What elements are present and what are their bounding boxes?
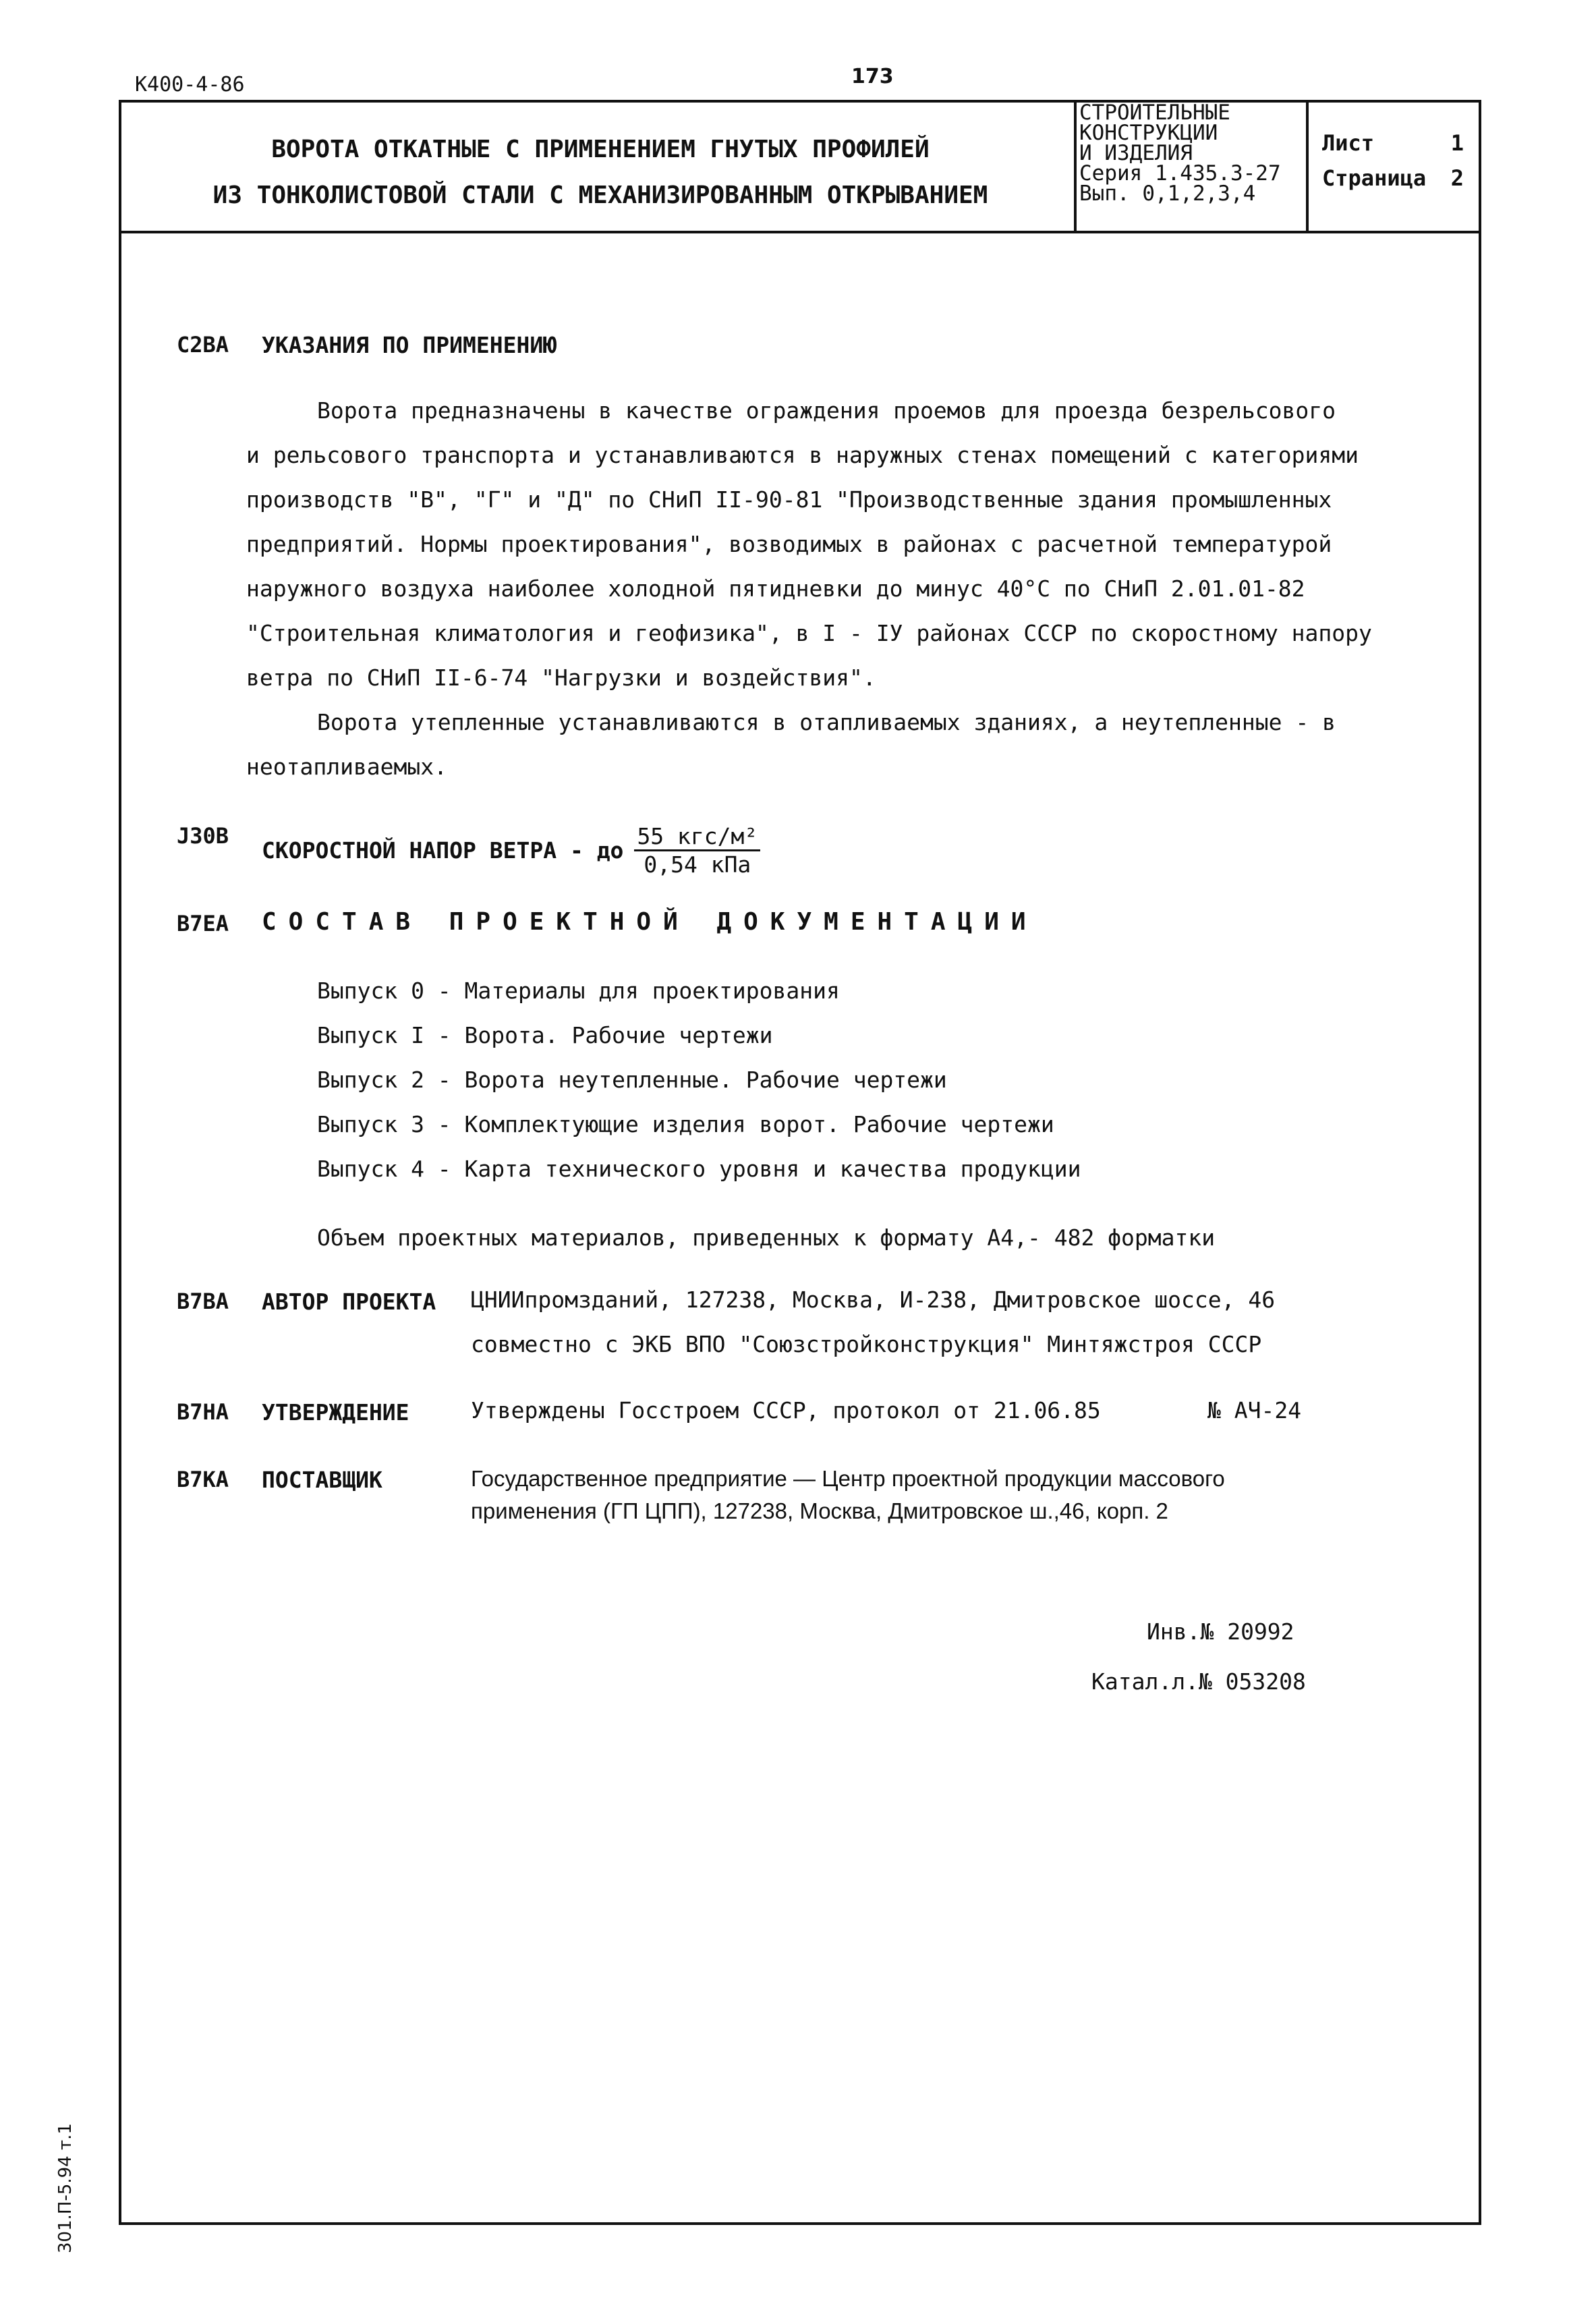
list-item: Выпуск 0 - Материалы для проектирования [317, 978, 840, 1004]
series-line: СТРОИТЕЛЬНЫЕ [1079, 101, 1230, 125]
list-item: Выпуск 4 - Карта технического уровня и качества продукции [317, 1156, 1081, 1182]
author-line: совместно с ЭКБ ВПО "Союзстройконструкция" Минтяжстроя СССР [471, 1331, 1262, 1357]
author-label: АВТОР ПРОЕКТА [262, 1289, 436, 1315]
page-number: 173 [851, 65, 894, 88]
series-line: Серия 1.435.3-27 [1079, 161, 1281, 186]
wind-value-top: 55 кгс/м² [634, 823, 760, 851]
usage-code: С2ВА [177, 332, 229, 358]
composition-code: В7ЕА [177, 911, 229, 936]
document-code: К400-4-86 [135, 73, 245, 96]
wind-label: СКОРОСТНОЙ НАПОР ВЕТРА - до [262, 837, 624, 864]
supplier-label: ПОСТАВЩИК [262, 1467, 382, 1493]
series-line: И ИЗДЕЛИЯ [1079, 141, 1193, 165]
page-value: 2 [1450, 165, 1464, 191]
wind-code: J30B [177, 823, 229, 849]
series-line: Вып. 0,1,2,3,4 [1079, 181, 1256, 206]
list-item: Выпуск 3 - Комплектующие изделия ворот. Рабочие чертежи [317, 1111, 1054, 1137]
approval-number: № АЧ-24 [1207, 1397, 1302, 1423]
usage-line: производств "В", "Г" и "Д" по СНиП II-90-81 "Производственные здания промышленных [246, 486, 1332, 513]
usage-heading: УКАЗАНИЯ ПО ПРИМЕНЕНИЮ [262, 332, 557, 358]
usage-line: неотапливаемых. [246, 754, 448, 780]
approval-label: УТВЕРЖДЕНИЕ [262, 1399, 409, 1426]
sheet-row [1322, 125, 1464, 161]
usage-line: "Строительная климатология и геофизика", в I - IУ районах СССР по скоростному напору [246, 620, 1372, 646]
title-line-1: ВОРОТА ОТКАТНЫЕ С ПРИМЕНЕНИЕМ ГНУТЫХ ПРОФИЛЕЙ [271, 136, 930, 163]
page-row [1322, 161, 1464, 196]
title-line-2: ИЗ ТОНКОЛИСТОВОЙ СТАЛИ С МЕХАНИЗИРОВАННЫМ ОТКРЫВАНИЕМ [212, 181, 988, 209]
supplier-line: Государственное предприятие — Центр проектной продукции массового [471, 1466, 1225, 1491]
side-stamp: 301.П-5.94 т.1 [55, 2123, 76, 2253]
composition-heading: СОСТАВ ПРОЕКТНОЙ ДОКУМЕНТАЦИИ [262, 908, 1038, 936]
author-code: В7ВА [177, 1289, 229, 1314]
approval-code: В7НА [177, 1399, 229, 1425]
sheet-info [1322, 125, 1464, 196]
series-line: КОНСТРУКЦИИ [1079, 121, 1218, 145]
approval-text: Утверждены Госстроем СССР, протокол от 21.06.85 [471, 1397, 1101, 1423]
supplier-line: применения (ГП ЦПП), 127238, Москва, Дмитровское ш.,46, корп. 2 [471, 1498, 1168, 1523]
supplier-code: В7КА [177, 1467, 229, 1492]
usage-line: предприятий. Нормы проектирования", возводимых в районах с расчетной температурой [246, 531, 1332, 557]
inventory-number: Инв.№ 20992 [1147, 1618, 1294, 1645]
composition-list [317, 969, 1081, 1191]
series-info [1079, 103, 1281, 204]
list-item: Выпуск 2 - Ворота неутепленные. Рабочие чертежи [317, 1067, 947, 1093]
page-label: Страница [1322, 165, 1427, 191]
usage-line: и рельсового транспорта и устанавливаются в наружных стенах помещений с категориями [246, 442, 1359, 468]
document-title [162, 127, 1039, 219]
wind-value-bottom: 0,54 кПа [644, 851, 751, 878]
author-text [471, 1278, 1275, 1367]
usage-paragraph [246, 389, 1460, 789]
supplier-text [471, 1463, 1225, 1527]
wind-row [262, 823, 760, 878]
sheet-label: Лист [1322, 130, 1375, 156]
usage-line: Ворота утепленные устанавливаются в отапливаемых зданиях, а неутепленные - в [317, 709, 1336, 735]
usage-line: ветра по СНиП II-6-74 "Нагрузки и воздействия". [246, 665, 876, 691]
wind-value [634, 823, 760, 878]
sheet-value: 1 [1450, 130, 1464, 156]
composition-volume: Объем проектных материалов, приведенных к формату А4,- 482 форматки [317, 1224, 1216, 1251]
author-line: ЦНИИпромзданий, 127238, Москва, И-238, Дмитровское шоссе, 46 [471, 1287, 1276, 1313]
usage-line: Ворота предназначены в качестве ограждения проемов для проезда безрельсового [317, 397, 1336, 424]
catalog-number: Катал.л.№ 053208 [1091, 1668, 1306, 1695]
usage-line: наружного воздуха наиболее холодной пятидневки до минус 40°С по СНиП 2.01.01-82 [246, 575, 1305, 602]
list-item: Выпуск I - Ворота. Рабочие чертежи [317, 1022, 773, 1048]
